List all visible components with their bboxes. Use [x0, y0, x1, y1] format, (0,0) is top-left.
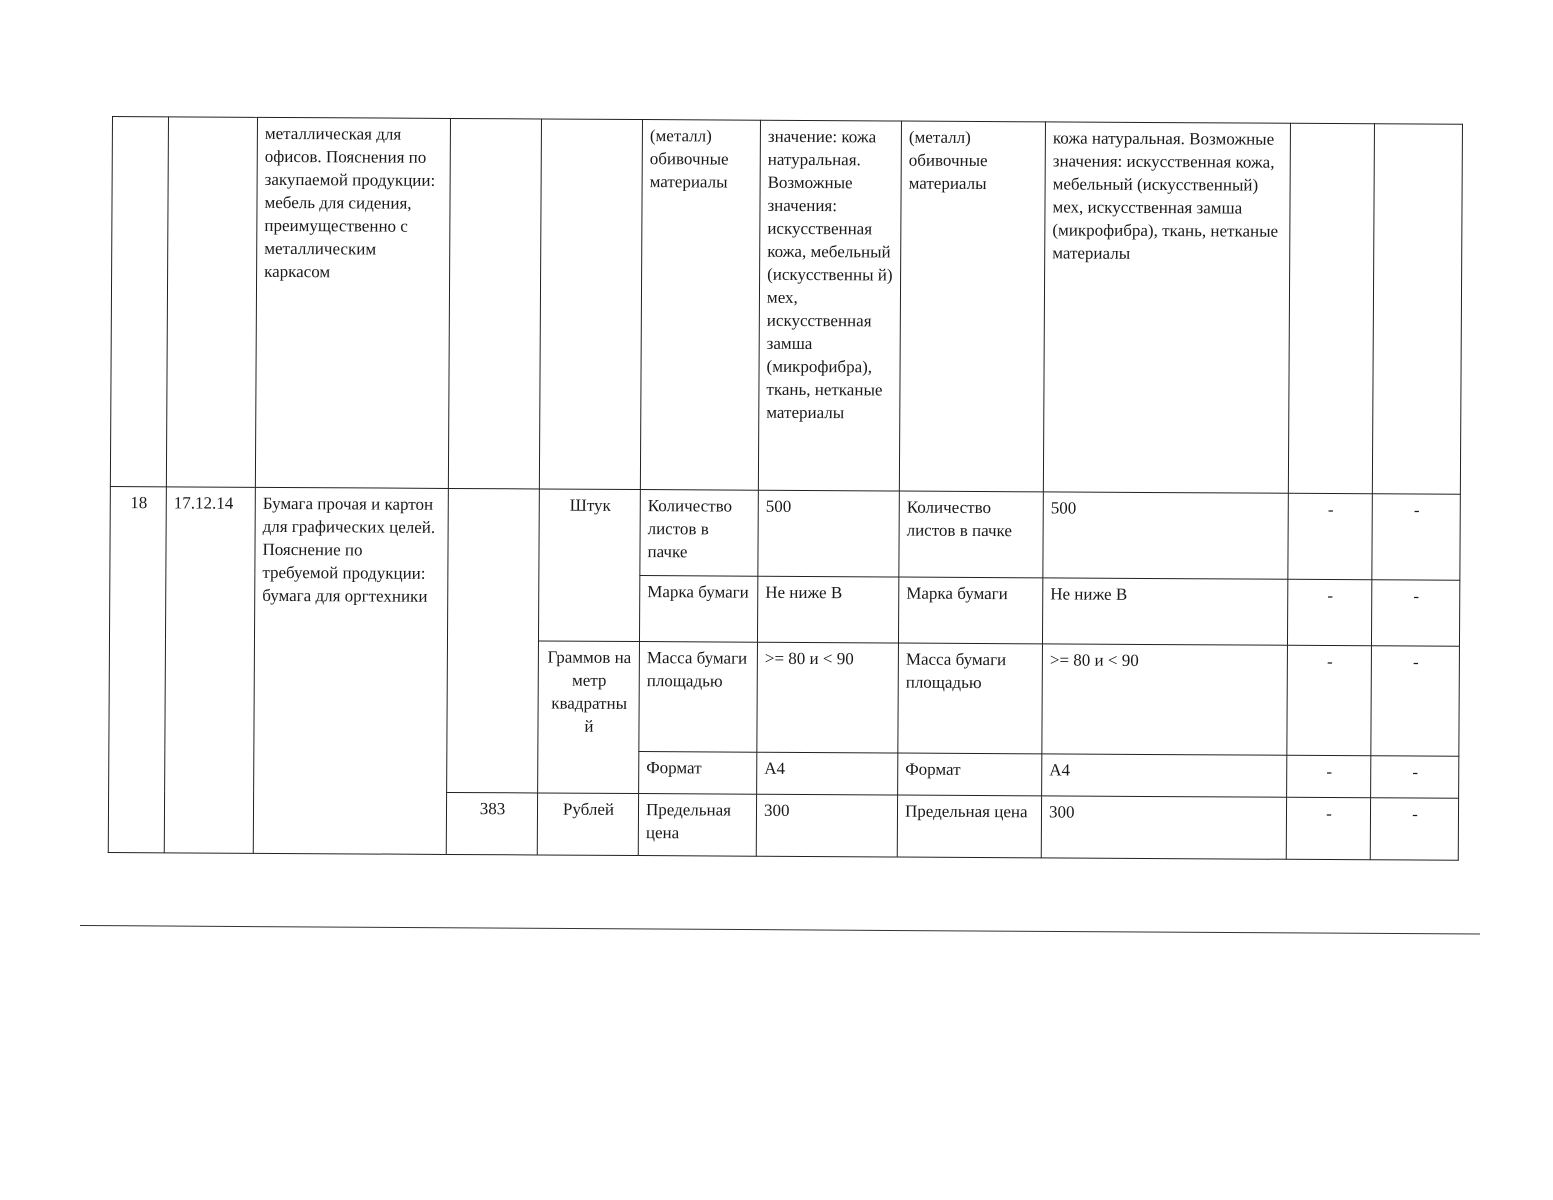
cell-act-value-price: 300 [1041, 796, 1286, 859]
cell-col12-format: - [1371, 756, 1459, 799]
cell-col12-grade: - [1371, 580, 1459, 647]
cell-unit-empty [539, 119, 642, 490]
table-row-item-18-sheets [110, 486, 1460, 580]
cell-col11-grade: - [1287, 579, 1371, 645]
procurement-table [108, 116, 1463, 861]
cell-number-empty [110, 117, 168, 487]
cell-col11-format: - [1287, 755, 1371, 797]
cell-item-name-continued: металлическая для офисов. Пояснения по закупаемой продукции: мебель для сидения, преимущественно с металлическим каркасом [255, 117, 450, 488]
cell-col12-empty [1372, 124, 1462, 495]
cell-code-empty [448, 118, 541, 489]
cell-item-number: 18 [108, 486, 166, 852]
cell-col11-empty [1288, 123, 1374, 493]
cell-item-name: Бумага прочая и картон для графических целей. Пояснение по требуемой продукции: бумага для оргтехники [253, 487, 448, 854]
cell-item-code-empty [447, 488, 540, 793]
cell-col12-price: - [1370, 798, 1458, 861]
cell-col11-sheets: - [1288, 493, 1372, 579]
cell-date-empty [166, 117, 257, 488]
cell-act-char-price: Предельная цена [897, 795, 1041, 858]
cell-act-value-sheets: 500 [1043, 492, 1288, 579]
cell-item-code: 383 [446, 792, 537, 855]
cell-req-value-weight: >= 80 и < 90 [757, 642, 899, 753]
cell-col11-price: - [1286, 797, 1370, 859]
cell-req-value-grade: Не ниже B [757, 576, 898, 643]
cell-req-char-weight: Масса бумаги площадью [639, 642, 758, 753]
cell-col12-weight: - [1371, 646, 1460, 757]
cell-req-value-price: 300 [756, 794, 897, 857]
cell-actual-characteristic: (металл) обивочные материалы [899, 121, 1045, 492]
cell-act-char-grade: Марка бумаги [898, 577, 1042, 644]
cell-req-char-grade: Марка бумаги [639, 576, 757, 643]
cell-col11-weight: - [1287, 645, 1372, 755]
cell-item-date: 17.12.14 [164, 487, 255, 854]
cell-required-characteristic: (металл) обивочные материалы [640, 120, 760, 491]
cell-req-char-format: Формат [639, 752, 757, 795]
cell-req-value-format: A4 [757, 752, 898, 795]
cell-act-char-sheets: Количество листов в пачке [899, 491, 1043, 578]
cell-col12-sheets: - [1372, 494, 1460, 581]
page-divider-line [80, 925, 1480, 935]
cell-unit-grams: Граммов на метр квадратны й [538, 641, 640, 794]
table-row-continuation [110, 117, 1462, 495]
cell-unit-rubles: Рублей [537, 793, 638, 856]
cell-act-value-grade: Не ниже B [1042, 578, 1287, 645]
cell-actual-value: кожа натуральная. Возможные значения: искусственная кожа, мебельный (искусственный) мех, искусственная замша (микрофибра), ткань, нетканые материалы [1043, 122, 1290, 493]
cell-act-value-format: A4 [1042, 754, 1287, 797]
cell-required-value: значение: кожа натуральная. Возможные значения: искусственная кожа, мебельный (искусственны й) мех, искусственная замша (микрофибра), ткань, нетканые материалы [758, 120, 901, 491]
cell-req-value-sheets: 500 [758, 490, 899, 577]
cell-act-char-format: Формат [898, 753, 1042, 796]
cell-act-char-weight: Масса бумаги площадью [898, 643, 1043, 754]
cell-act-value-weight: >= 80 и < 90 [1042, 644, 1288, 755]
cell-req-char-price: Предельная цена [638, 794, 756, 857]
cell-req-char-sheets: Количество листов в пачке [640, 490, 758, 577]
cell-unit-pieces: Штук [538, 489, 640, 642]
